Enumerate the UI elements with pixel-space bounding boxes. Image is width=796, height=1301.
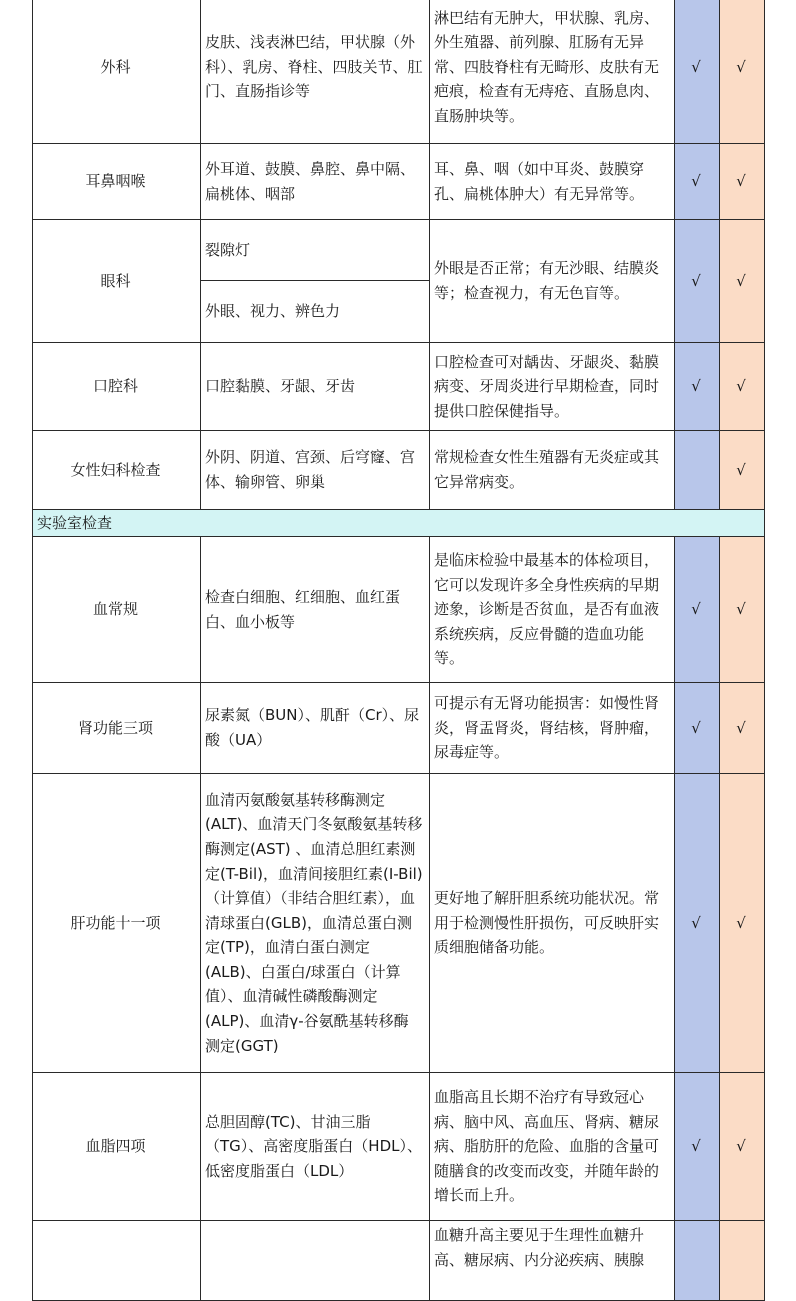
package-a-check: √	[675, 774, 720, 1073]
package-a-check: √	[675, 683, 720, 774]
table-row	[33, 144, 765, 220]
description-cell: 口腔检查可对龋齿、牙龈炎、黏膜病变、牙周炎进行早期检查，同时提供口腔保健指导。	[430, 343, 675, 431]
description-cell: 可提示有无肾功能损害：如慢性肾炎，肾盂肾炎，肾结核，肾肿瘤，尿毒症等。	[430, 683, 675, 774]
category-cell: 女性妇科检查	[33, 431, 201, 510]
table-row	[33, 537, 765, 683]
package-a-check: √	[675, 0, 720, 144]
package-b-check: √	[720, 1073, 765, 1221]
item-cell: 血清丙氨酸氨基转移酶测定(ALT)、血清天门冬氨酸氨基转移酶测定(AST) 、血清总胆红素测定(T-Bil)，血清间接胆红素(I-Bil)（计算值）（非结合胆红素），血清球蛋白(GLB)，血清总蛋白测定(TP)，血清白蛋白测定(ALB)、白蛋白/球蛋白（计算值）、血清碱性磷酸酶测定(ALP)、血清γ-谷氨酰基转移酶测定(GGT)	[201, 774, 430, 1073]
package-b-check: √	[720, 220, 765, 343]
item-cell: 总胆固醇(TC)、甘油三脂（TG）、高密度脂蛋白（HDL）、低密度脂蛋白（LDL）	[201, 1073, 430, 1221]
table-row	[33, 220, 765, 281]
category-cell: 眼科	[33, 220, 201, 343]
description-cell: 更好地了解肝胆系统功能状况。常用于检测慢性肝损伤，可反映肝实质细胞储备功能。	[430, 774, 675, 1073]
checkup-table	[32, 0, 765, 1301]
package-a-check: √	[675, 537, 720, 683]
package-a-check: √	[675, 144, 720, 220]
table-row	[33, 1073, 765, 1221]
package-b-check: √	[720, 537, 765, 683]
item-cell: 口腔黏膜、牙龈、牙齿	[201, 343, 430, 431]
package-a-check: √	[675, 1073, 720, 1221]
item-cell: 外阴、阴道、宫颈、后穹窿、宫体、输卵管、卵巢	[201, 431, 430, 510]
package-b-check	[720, 1221, 765, 1301]
table-row	[33, 0, 765, 144]
package-b-check: √	[720, 431, 765, 510]
section-title: 实验室检查	[33, 510, 765, 537]
description-cell: 外眼是否正常；有无沙眼、结膜炎等；检查视力，有无色盲等。	[430, 220, 675, 343]
package-a-check: √	[675, 220, 720, 343]
category-cell: 肾功能三项	[33, 683, 201, 774]
package-b-check: √	[720, 0, 765, 144]
package-a-check	[675, 431, 720, 510]
item-cell	[201, 1221, 430, 1301]
package-b-check: √	[720, 144, 765, 220]
category-cell: 血常规	[33, 537, 201, 683]
description-cell: 耳、鼻、咽（如中耳炎、鼓膜穿孔、扁桃体肿大）有无异常等。	[430, 144, 675, 220]
description-cell: 是临床检验中最基本的体检项目，它可以发现许多全身性疾病的早期迹象，诊断是否贫血，是否有血液系统疾病，反应骨髓的造血功能等。	[430, 537, 675, 683]
item-cell: 外耳道、鼓膜、鼻腔、鼻中隔、扁桃体、咽部	[201, 144, 430, 220]
description-cell: 血糖升高主要见于生理性血糖升高、糖尿病、内分泌疾病、胰腺	[430, 1221, 675, 1301]
table-row	[33, 431, 765, 510]
category-cell: 口腔科	[33, 343, 201, 431]
description-cell: 血脂高且长期不治疗有导致冠心病、脑中风、高血压、肾病、糖尿病、脂肪肝的危险、血脂的含量可随膳食的改变而改变，并随年龄的增长而上升。	[430, 1073, 675, 1221]
category-cell: 耳鼻咽喉	[33, 144, 201, 220]
item-cell: 检查白细胞、红细胞、血红蛋白、血小板等	[201, 537, 430, 683]
item-cell: 外眼、视力、辨色力	[201, 281, 430, 343]
description-cell: 淋巴结有无肿大，甲状腺、乳房、外生殖器、前列腺、肛肠有无异常、四肢脊柱有无畸形、皮肤有无疤痕，检查有无痔疮、直肠息肉、直肠肿块等。	[430, 0, 675, 144]
category-cell: 血脂四项	[33, 1073, 201, 1221]
item-cell: 裂隙灯	[201, 220, 430, 281]
item-cell: 皮肤、浅表淋巴结，甲状腺（外科）、乳房、脊柱、四肢关节、肛门、直肠指诊等	[201, 0, 430, 144]
category-cell: 肝功能十一项	[33, 774, 201, 1073]
table-row	[33, 774, 765, 1073]
table-row	[33, 343, 765, 431]
table-row	[33, 683, 765, 774]
description-cell: 常规检查女性生殖器有无炎症或其它异常病变。	[430, 431, 675, 510]
package-a-check	[675, 1221, 720, 1301]
package-b-check: √	[720, 683, 765, 774]
package-b-check: √	[720, 774, 765, 1073]
category-cell: 外科	[33, 0, 201, 144]
package-a-check: √	[675, 343, 720, 431]
section-header-row	[33, 510, 765, 537]
table-row	[33, 1221, 765, 1301]
package-b-check: √	[720, 343, 765, 431]
category-cell	[33, 1221, 201, 1301]
item-cell: 尿素氮（BUN）、肌酐（Cr）、尿酸（UA）	[201, 683, 430, 774]
